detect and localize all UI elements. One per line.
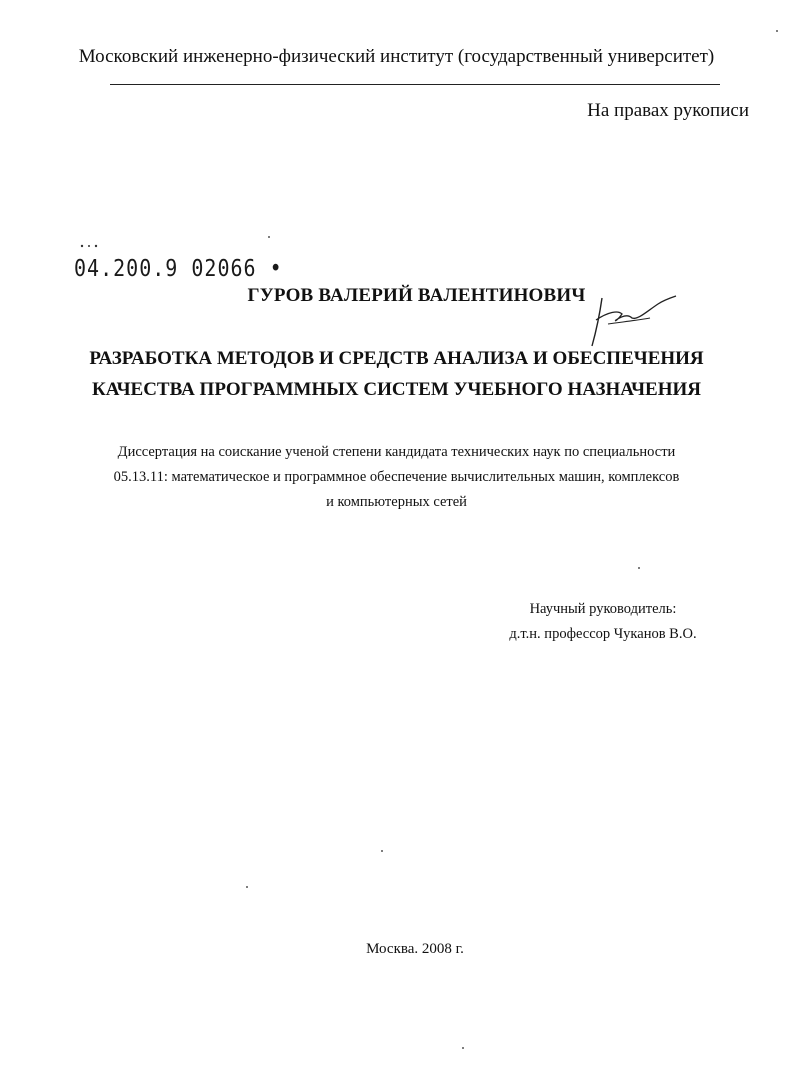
stamp-code-text: 04.200.9 02066 bbox=[74, 254, 257, 282]
title-line-1: РАЗРАБОТКА МЕТОДОВ И СРЕДСТВ АНАЛИЗА И ОБЕСПЕЧЕНИЯ bbox=[89, 348, 704, 369]
author-signature-icon bbox=[588, 290, 680, 350]
manuscript-rights-note: На правах рукописи bbox=[587, 100, 749, 121]
library-stamp-code bbox=[74, 254, 283, 282]
scan-speck bbox=[638, 567, 640, 569]
dissertation-title bbox=[0, 343, 793, 405]
scan-speck bbox=[381, 850, 383, 852]
city-year: Москва. 2008 г. bbox=[366, 941, 464, 957]
institute-name: Московский инженерно-физический институт (государственный университет) bbox=[78, 46, 715, 67]
description-line-2: 05.13.11: математическое и программное обеспечение вычислительных машин, комплексов bbox=[113, 469, 680, 485]
stamp-mark: • bbox=[256, 254, 283, 282]
supervisor-label: Научный руководитель: bbox=[529, 601, 677, 617]
scan-speck bbox=[776, 30, 778, 32]
scan-speck bbox=[462, 1047, 464, 1049]
scan-speck bbox=[246, 886, 248, 888]
supervisor-name: д.т.н. профессор Чуканов В.О. bbox=[509, 626, 697, 642]
scientific-supervisor bbox=[488, 597, 718, 647]
title-line-2: КАЧЕСТВА ПРОГРАММНЫХ СИСТЕМ УЧЕБНОГО НАЗНАЧЕНИЯ bbox=[91, 379, 702, 400]
scan-speck bbox=[268, 236, 270, 238]
description-line-1: Диссертация на соискание ученой степени кандидата технических наук по специальности bbox=[117, 444, 676, 460]
stamp-dots-icon bbox=[78, 243, 100, 249]
header-divider bbox=[110, 84, 720, 85]
author-name-text: ГУРОВ ВАЛЕРИЙ ВАЛЕНТИНОВИЧ bbox=[247, 285, 586, 306]
description-line-3: и компьютерных сетей bbox=[326, 494, 467, 510]
dissertation-description bbox=[0, 440, 793, 515]
